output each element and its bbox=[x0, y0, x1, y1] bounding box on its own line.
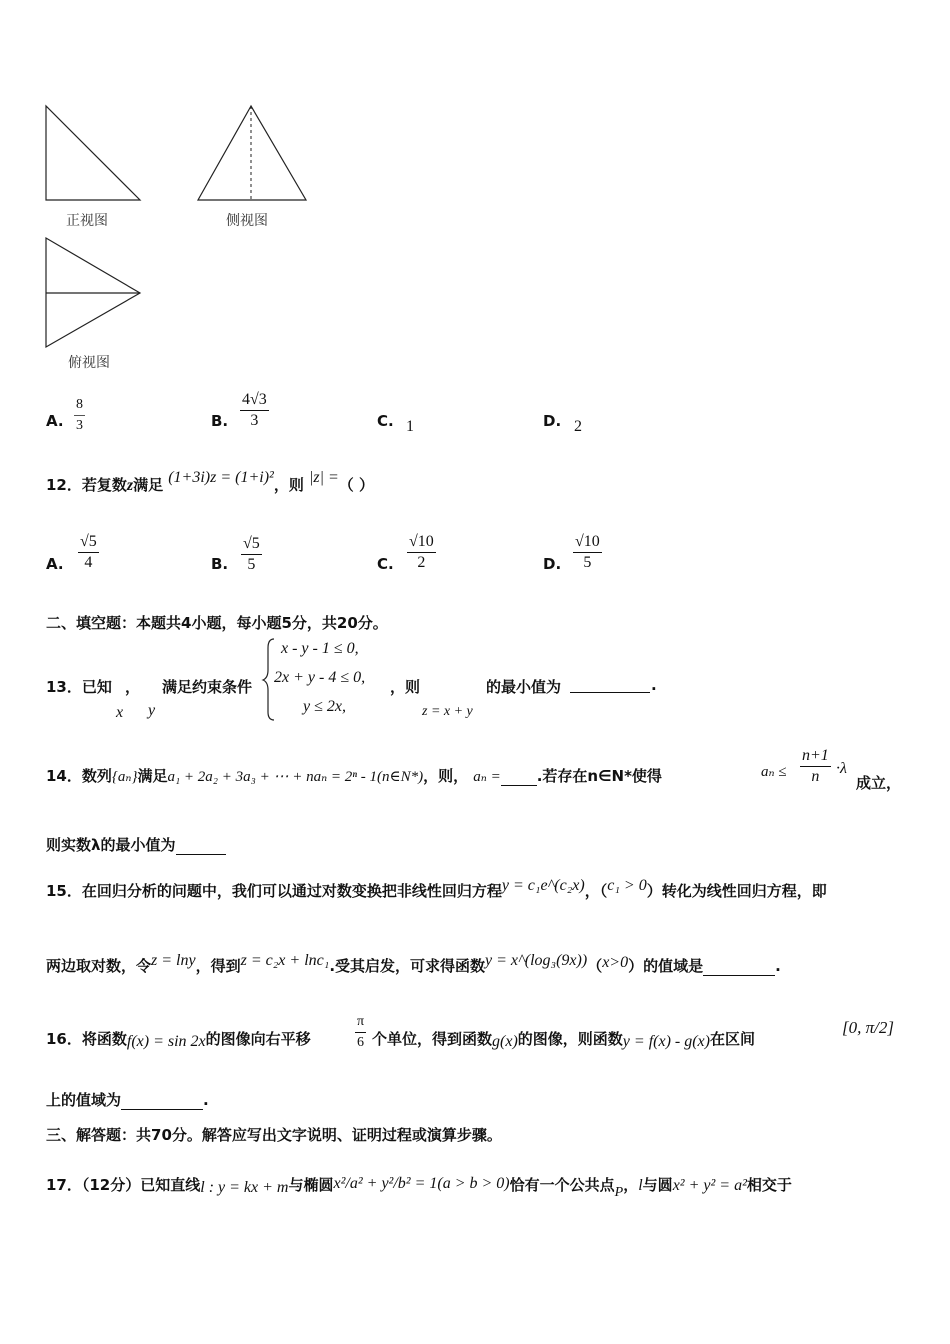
q14-hold: 成立， bbox=[856, 774, 902, 792]
q11-option-b-letter: B. bbox=[211, 412, 229, 430]
q14-equation: a₁ + 2a₂ + 3a₃ + ⋯ + naₙ = 2ⁿ - 1(n∈N*) bbox=[167, 769, 424, 785]
q16-stem: 16．将函数f(x) = sin 2x的图像向右平移 bbox=[46, 1030, 311, 1050]
q11-option-d-value: 2 bbox=[574, 418, 582, 435]
q12-abs-z: |z| = bbox=[308, 469, 339, 486]
q13-constraint-2: 2x + y - 4 ≤ 0, bbox=[274, 669, 366, 686]
q13-constraint-label: 满足约束条件 bbox=[162, 678, 253, 696]
q13-constraint-3: y ≤ 2x, bbox=[303, 698, 346, 715]
q16-fx: f(x) = sin 2x bbox=[126, 1033, 206, 1050]
q15-eq3: z = c₂x + lnc₁ bbox=[240, 952, 330, 969]
q13-var-y: y bbox=[148, 702, 156, 719]
q13-prefix: 13．已知 bbox=[46, 678, 112, 696]
q11-option-b-fraction: $\frac{4√3}{3}$ bbox=[242, 391, 267, 429]
q13-var-x: x bbox=[116, 704, 124, 721]
q13-min-label: 的最小值为 bbox=[486, 678, 562, 696]
top-view-label: 俯视图 bbox=[68, 355, 110, 371]
q11-option-a-fraction: $\frac{8}{3}$ bbox=[76, 397, 83, 433]
front-view-label: 正视图 bbox=[66, 213, 108, 229]
q12-option-c-letter: C. bbox=[377, 555, 394, 573]
q12-option-b-letter: B. bbox=[211, 555, 229, 573]
q14-ineq-right: ·λ bbox=[836, 760, 847, 777]
q11-option-d-letter: D. bbox=[543, 412, 562, 430]
q14-ineq-fraction: $\frac{n+1}{n}$ bbox=[802, 747, 829, 785]
q12-equation: (1+3i)z = (1+i)² bbox=[168, 469, 274, 486]
q12-option-b-fraction: $\frac{√5}{5}$ bbox=[243, 535, 260, 573]
q13-period: . bbox=[651, 676, 657, 694]
q17-line-eq: l : y = kx + m bbox=[200, 1179, 289, 1196]
q15-eq2: z = lny bbox=[151, 952, 196, 969]
q17-circle-eq: x² + y² = a² bbox=[672, 1177, 747, 1194]
q15-eq1: y = c₁e^(c₂x) bbox=[501, 877, 585, 894]
q13-then: ，则 bbox=[390, 678, 421, 696]
q13-comma: ， bbox=[125, 678, 141, 696]
q13-constraint-1: x - y - 1 ≤ 0, bbox=[281, 640, 359, 657]
q14-answer-blank-1[interactable] bbox=[501, 771, 537, 786]
q15-line2: 两边取对数，令z = lny，得到z = c₂x + lnc₁.受其启发，可求得函数y = x^(log₃(9x))（x>0）的值域是 . bbox=[46, 952, 781, 975]
section-3-heading: 三、解答题：共70分。解答应写出文字说明、证明过程或演算步骤。 bbox=[46, 1126, 502, 1144]
q12-option-d-letter: D. bbox=[543, 555, 562, 573]
q15-answer-blank[interactable] bbox=[703, 961, 775, 976]
q12-option-d-fraction: $\frac{√10}{5}$ bbox=[575, 533, 600, 571]
q14-answer-blank-2[interactable] bbox=[176, 840, 226, 855]
q12-option-a-letter: A. bbox=[46, 555, 64, 573]
q15-eq4: y = x^(log₃(9x)) bbox=[485, 952, 588, 969]
q16-shift-fraction: $\frac{\pi}{6}$ bbox=[357, 1014, 365, 1050]
q17-ellipse-eq: x²/a² + y²/b² = 1(a > b > 0) bbox=[333, 1175, 510, 1192]
q15-line1: 15．在回归分析的问题中，我们可以通过对数变换把非线性回归方程y = c₁e^(c₂x)，（c₁ > 0）转化为线性回归方程，即 bbox=[46, 877, 827, 900]
q11-option-c-value: 1 bbox=[406, 418, 414, 435]
q17-stem: 17．（12分）已知直线l : y = kx + m与椭圆x²/a² + y²/b² = 1(a > b > 0)恰有一个公共点P，l与圆x² + y² = a²相交于 bbox=[46, 1175, 792, 1200]
q16-answer-blank[interactable] bbox=[121, 1095, 203, 1110]
section-2-heading: 二、填空题：本题共4小题，每小题5分，共20分。 bbox=[46, 614, 388, 632]
q12-option-a-fraction: $\frac{√5}{4}$ bbox=[80, 533, 97, 571]
q14-ineq-left: aₙ ≤ bbox=[761, 764, 787, 780]
q12-option-c-fraction: $\frac{√10}{2}$ bbox=[409, 533, 434, 571]
q13-answer-blank[interactable] bbox=[570, 676, 650, 693]
q11-option-a-letter: A. bbox=[46, 412, 64, 430]
q12-stem: 12．若复数z满足 (1+3i)z = (1+i)²，则 |z| =（ ） bbox=[46, 469, 375, 494]
q16-line2: 上的值域为 . bbox=[46, 1091, 209, 1109]
q13-objective: z = x + y bbox=[422, 704, 473, 719]
q16-stem-2: 个单位，得到函数g(x)的图像，则函数y = f(x) - g(x)在区间 bbox=[372, 1030, 755, 1050]
side-view-label: 侧视图 bbox=[226, 213, 268, 229]
q14-stem: 14．数列{aₙ}满足a₁ + 2a₂ + 3a₃ + ⋯ + naₙ = 2ⁿ - 1(n∈N*)，则， aₙ = .若存在n∈N*使得 bbox=[46, 767, 662, 785]
q11-option-c-letter: C. bbox=[377, 412, 394, 430]
q16-yx: y = f(x) - g(x) bbox=[622, 1033, 710, 1050]
q16-interval: [0, π/2] bbox=[842, 1018, 894, 1037]
q14-line2: 则实数λ的最小值为 bbox=[46, 834, 226, 855]
